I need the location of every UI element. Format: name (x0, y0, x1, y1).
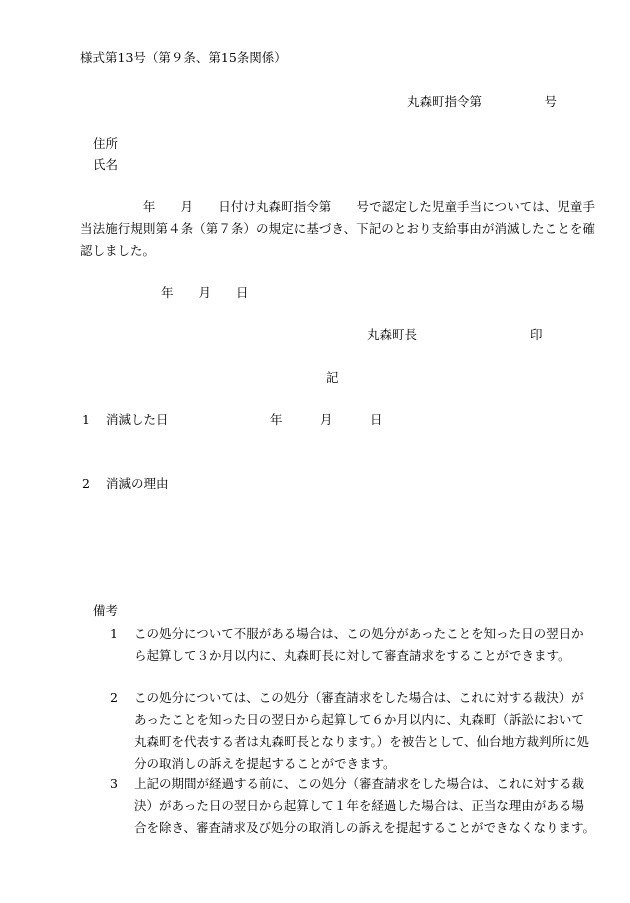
document-number: 丸森町指令第 号 (407, 94, 558, 109)
remark-text (134, 623, 596, 667)
item-1-number: 1 (82, 412, 90, 427)
date-line: 年 月 日 (161, 285, 249, 300)
body-paragraph: 年 月 日付け丸森町指令第 号で認定した児童手当については、児童手当法施行規則第４条（第７条）の規定に基づき、下記のとおり支給事由が消滅したことを確認しました。 (80, 199, 595, 258)
remark-note-2 (106, 687, 596, 775)
remark-text-body: 上記の期間が経過する前に、この処分（審査請求をした場合は、これに対する裁決）があった日の翌日から起算して１年を経過した場合は、正当な理由がある場合を除き、審査請求及び処分の取消しの訴えを提起することができなくなります。 (134, 776, 596, 835)
item-1-value: 年 月 日 (270, 412, 383, 427)
item-2-label: 消滅の理由 (106, 476, 169, 491)
ki-heading: 記 (326, 370, 339, 385)
item-1-label: 消滅した日 (106, 412, 169, 427)
remark-text-body: この処分について不服がある場合は、この処分があったことを知った日の翌日から起算して３か月以内に、丸森町長に対して審査請求をすることができます。 (134, 626, 584, 663)
seal-mark: 印 (530, 327, 543, 342)
remarks-heading: 備考 (93, 603, 119, 618)
remark-text (134, 773, 596, 839)
remark-number: 3 (110, 776, 118, 791)
remark-number: 1 (110, 626, 118, 641)
issuer-title: 丸森町長 (367, 327, 418, 342)
remark-text-body: この処分については、この処分（審査請求をした場合は、これに対する裁決）があったことを知った日の翌日から起算して６か月以内に、丸森町（訴訟において丸森町を代表する者は丸森町長となります。）を被告として、仙台地方裁判所に処分の取消しの訴えを提起することができます。 (134, 690, 590, 771)
remark-number: 2 (110, 690, 118, 705)
remark-note-3 (106, 773, 596, 839)
form-number: 様式第13号（第９条、第15条関係） (80, 50, 287, 65)
item-2-number: 2 (82, 476, 90, 491)
remark-text (134, 687, 596, 775)
remark-note-1 (106, 623, 596, 667)
name-label: 氏名 (93, 157, 119, 172)
address-label: 住所 (93, 136, 119, 151)
